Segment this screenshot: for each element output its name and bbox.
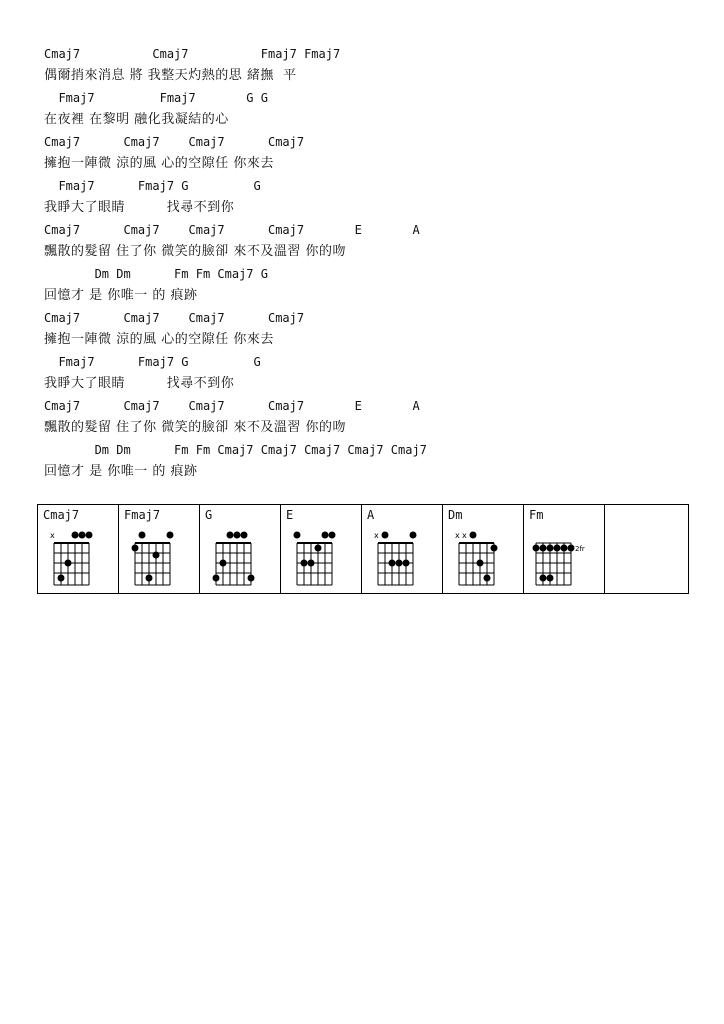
chord-line: Dm Dm Fm Fm Cmaj7 Cmaj7 Cmaj7 Cmaj7 Cmaj7: [44, 443, 427, 457]
fret-label: 2fr: [575, 545, 585, 553]
lyric-line: 飄散的髮留 住了你 微笑的臉卻 來不及溫習 你的吻: [44, 244, 347, 259]
chord-name: Dm: [448, 508, 463, 522]
chord-cell-cmaj7: [38, 505, 119, 593]
lyric-line: 擁抱一陣微 涼的風 心的空隙任 你來去: [44, 332, 274, 347]
lyric-line: 回憶才 是 你唯一 的 痕跡: [44, 288, 198, 303]
chord-diagram-fmaj7: [119, 505, 200, 593]
chord-line: Dm Dm Fm Fm Cmaj7 G: [44, 267, 268, 281]
chord-line: Cmaj7 Cmaj7 Fmaj7 Fmaj7: [44, 47, 341, 61]
chord-line: Fmaj7 Fmaj7 G G: [44, 91, 268, 105]
chord-cell-fm: [524, 505, 605, 593]
chord-diagram-fm: [524, 505, 605, 593]
chord-name: Cmaj7: [43, 508, 80, 522]
chord-name: Fmaj7: [124, 508, 161, 522]
chord-name: A: [367, 508, 375, 522]
svg-text:x: x: [50, 531, 55, 540]
chord-cell-fmaj7: [119, 505, 200, 593]
svg-text:x: x: [374, 531, 379, 540]
chord-diagram-dm: [443, 505, 524, 593]
chord-line: Fmaj7 Fmaj7 G G: [44, 179, 261, 193]
chord-chart: [37, 504, 689, 594]
chord-line: Fmaj7 Fmaj7 G G: [44, 355, 261, 369]
chord-diagram-cmaj7: [38, 505, 119, 593]
chord-name: G: [205, 508, 213, 522]
chord-name: E: [286, 508, 294, 522]
chord-cell-dm: [443, 505, 524, 593]
chord-diagram-g: [200, 505, 281, 593]
chord-line: Cmaj7 Cmaj7 Cmaj7 Cmaj7 E A: [44, 399, 420, 413]
lyric-line: 偶爾捎來消息 將 我整天灼熱的思 緒撫 平: [44, 68, 297, 83]
lyric-line: 我睜大了眼睛 找尋不到你: [44, 376, 235, 391]
chord-line: Cmaj7 Cmaj7 Cmaj7 Cmaj7 E A: [44, 223, 420, 237]
chord-cell-empty: [605, 505, 688, 593]
chord-cell-g: [200, 505, 281, 593]
chord-cell-a: [362, 505, 443, 593]
chord-line: Cmaj7 Cmaj7 Cmaj7 Cmaj7: [44, 135, 305, 149]
lyric-line: 在夜裡 在黎明 融化我凝結的心: [44, 112, 229, 127]
chord-line: Cmaj7 Cmaj7 Cmaj7 Cmaj7: [44, 311, 305, 325]
chord-cell-e: [281, 505, 362, 593]
chord-name: Fm: [529, 508, 544, 522]
lyric-line: 擁抱一陣微 涼的風 心的空隙任 你來去: [44, 156, 274, 171]
chord-diagram-a: [362, 505, 443, 593]
lyric-line: 回憶才 是 你唯一 的 痕跡: [44, 464, 198, 479]
svg-text:x: x: [462, 531, 467, 540]
chord-diagram-e: [281, 505, 362, 593]
svg-text:x: x: [455, 531, 460, 540]
lyric-line: 我睜大了眼睛 找尋不到你: [44, 200, 235, 215]
lyric-line: 飄散的髮留 住了你 微笑的臉卻 來不及溫習 你的吻: [44, 420, 347, 435]
